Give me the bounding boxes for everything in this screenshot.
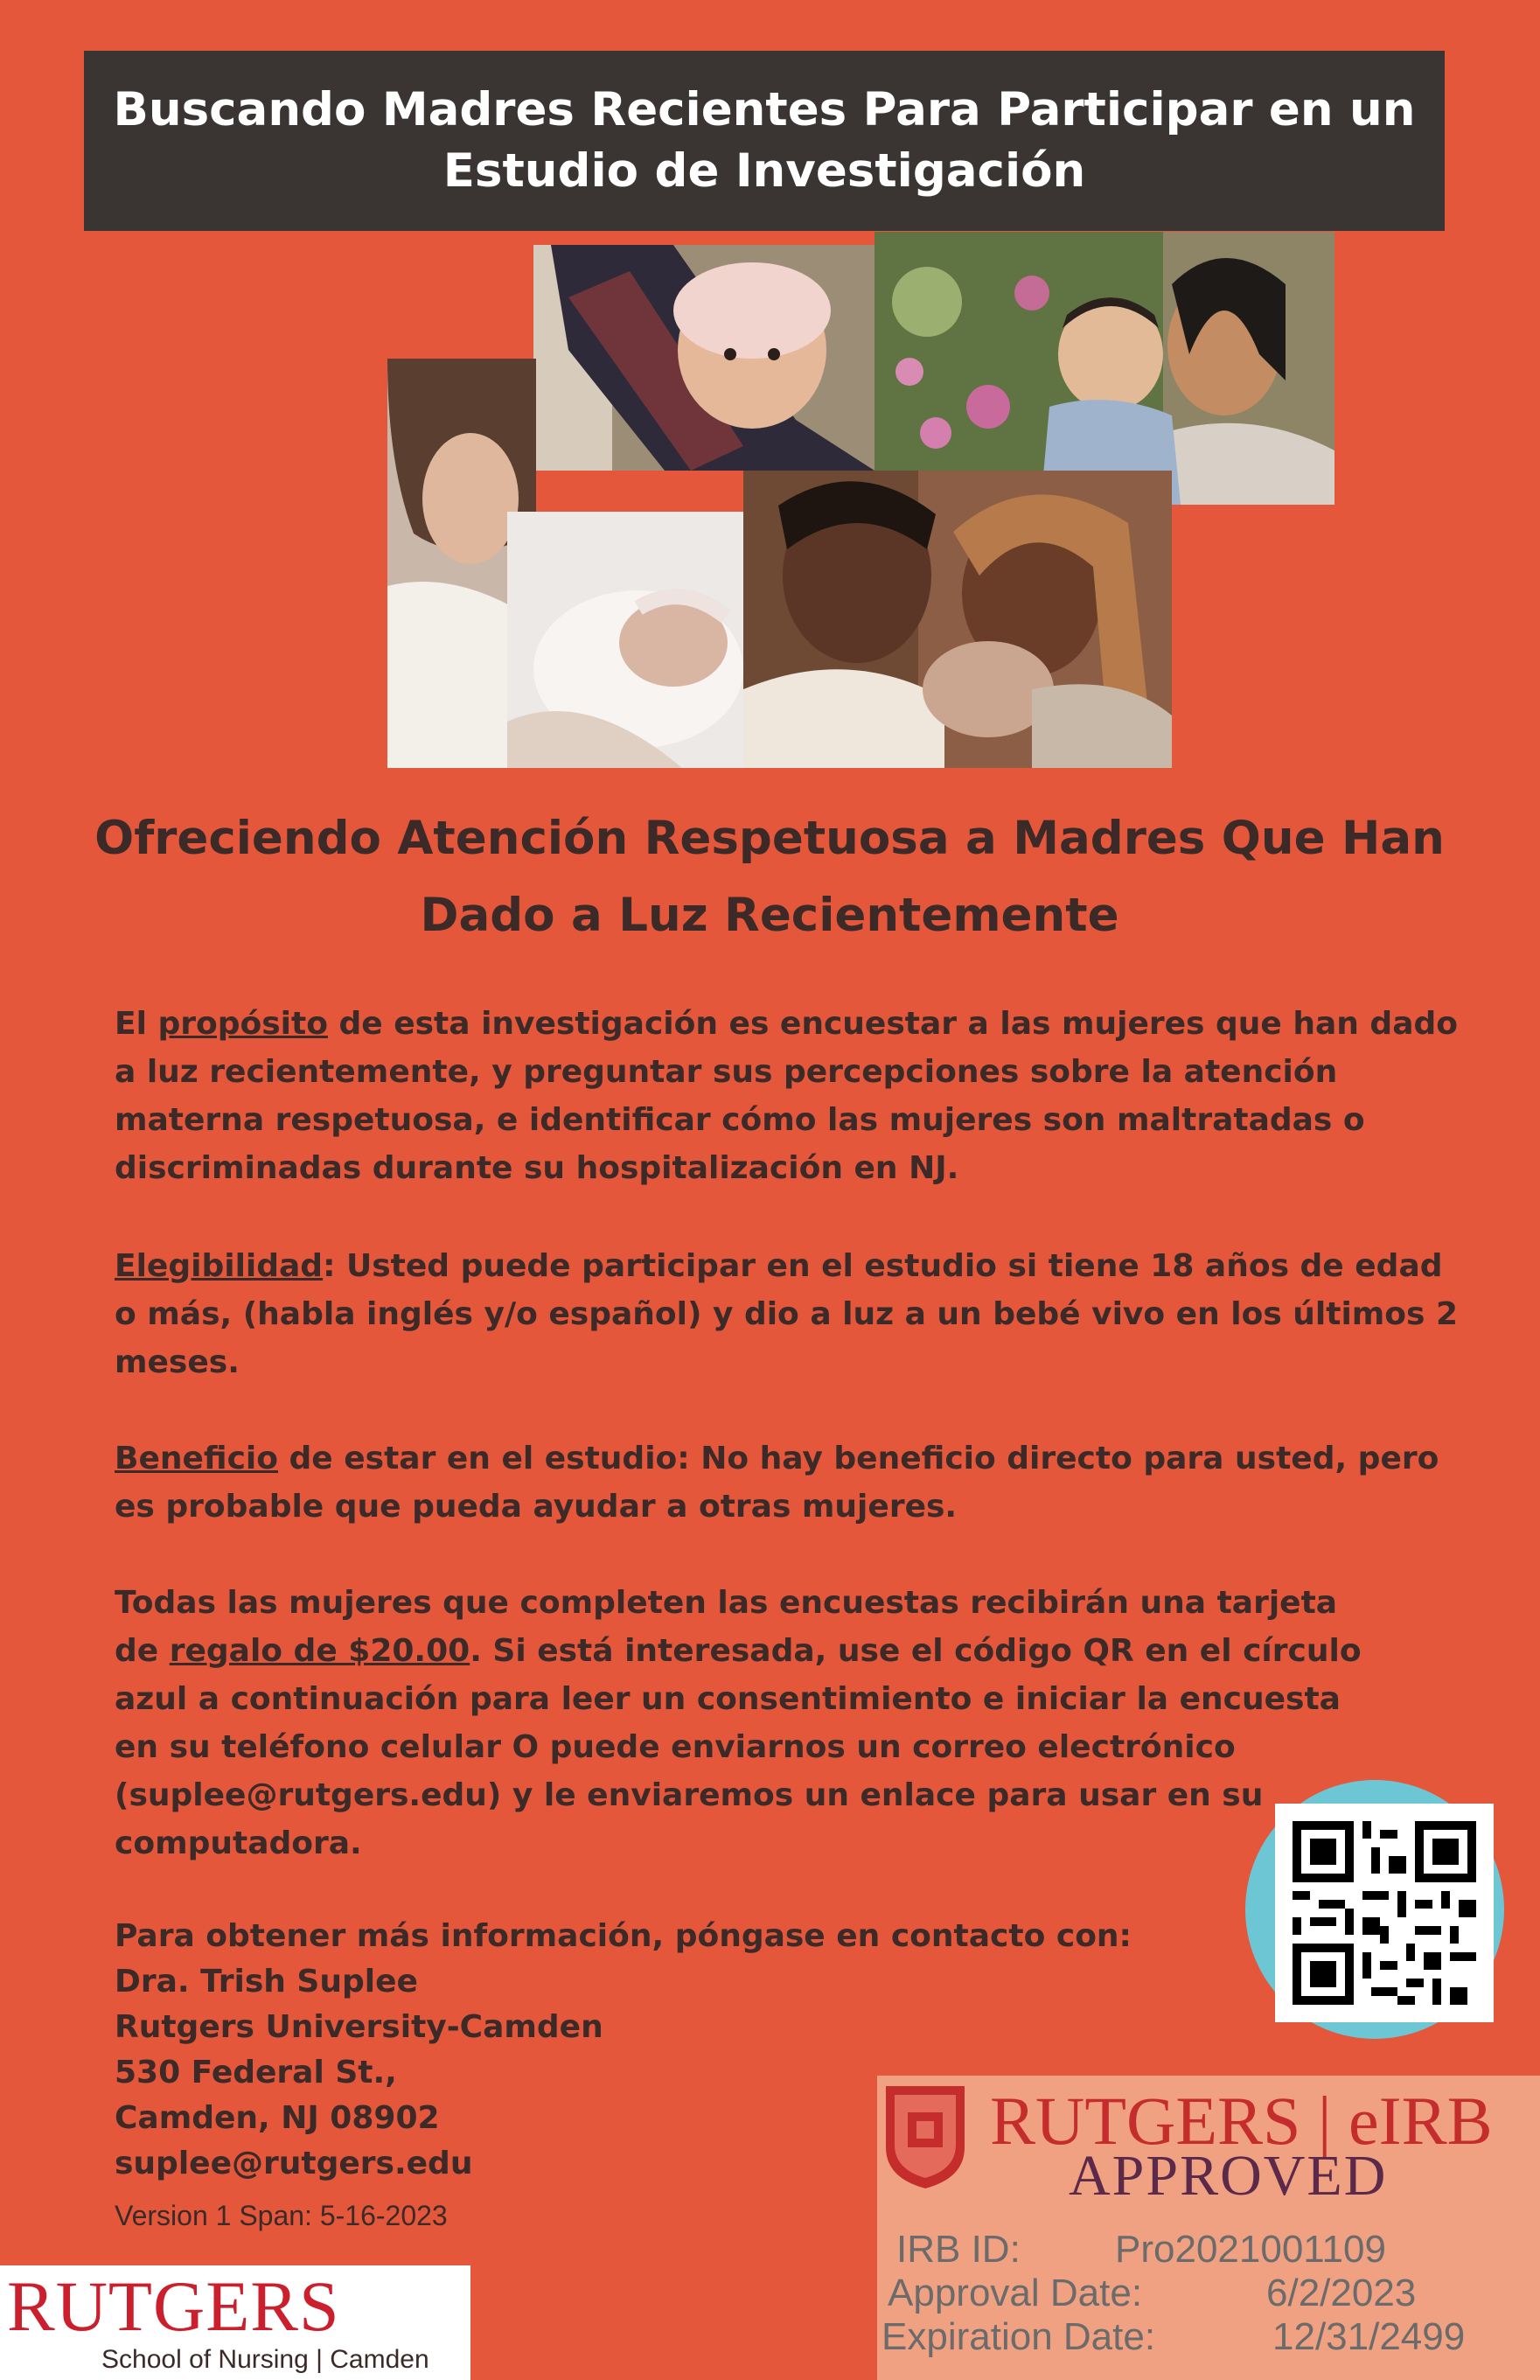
gift-prefix: Todas las mujeres que completen las encuestas recibirán una tarjeta de — [115, 1585, 1338, 1669]
eligibility-text: : Usted puede participar en el estudio si tiene 18 años de edad o más, (habla inglés y/o español) y dio a luz a un bebé vivo en los últimos 2 meses. — [115, 1248, 1459, 1380]
section-subtitle: Ofreciendo Atención Respetuosa a Madres Que Han Dado a Luz Recientemente — [94, 812, 1445, 942]
irb-status: APPROVED — [1069, 2144, 1388, 2208]
irb-expiration-label: Expiration Date: — [881, 2315, 1156, 2358]
rutgers-shield-icon — [881, 2082, 969, 2191]
photo-mother-baby-sling — [533, 245, 875, 471]
gift-text: . Si está interesada, use el código QR en el círculo azul a continuación para leer un consentimiento e iniciar la encuesta en su teléfono celular O puede enviarnos un correo electrónico (suplee@rutgers.edu) y le enviaremos un enlace para usar en su computadora. — [115, 1633, 1362, 1861]
purpose-text: de esta investigación es encuestar a las mujeres que han dado a luz recientemente, y preguntar sus percepciones sobre la atención materna respetuosa, e identificar cómo las mujeres son maltratadas o discriminadas durante su hospitalización en NJ. — [115, 1006, 1458, 1186]
benefit-paragraph — [115, 1434, 1461, 1531]
contact-city: Camden, NJ 08902 — [115, 2100, 440, 2136]
eligibility-paragraph — [115, 1242, 1461, 1386]
photo-sleeping-newborn — [507, 512, 748, 768]
version-label: Version 1 Span: 5-16-2023 — [115, 2200, 448, 2231]
page-title: Buscando Madres Recientes Para Participar en un Estudio de Investigación — [113, 83, 1416, 198]
eligibility-keyword: Elegibilidad — [115, 1248, 324, 1284]
contact-email[interactable]: suplee@rutgers.edu — [115, 2146, 473, 2181]
rutgers-subline: School of Nursing | Camden — [101, 2345, 429, 2374]
purpose-paragraph — [115, 1000, 1461, 1192]
qr-code[interactable] — [1275, 1804, 1494, 2022]
gift-keyword: regalo de $20.00 — [169, 1633, 470, 1669]
qr-code-icon — [1275, 1804, 1494, 2022]
irb-approval-value: 6/2/2023 — [1266, 2272, 1417, 2314]
contact-org: Rutgers University-Camden — [115, 2009, 603, 2045]
purpose-keyword: propósito — [157, 1006, 328, 1042]
benefit-text: de estar en el estudio: No hay beneficio directo para usted, pero es probable que pueda ayudar a otras mujeres. — [115, 1441, 1439, 1525]
irb-approval-label: Approval Date: — [888, 2272, 1143, 2314]
header-banner — [84, 51, 1445, 231]
photo-mother-baby-garden — [875, 232, 1334, 505]
contact-name: Dra. Trish Suplee — [115, 1964, 418, 2000]
contact-intro: Para obtener más información, póngase en contacto con: — [115, 1918, 1132, 1954]
gift-paragraph — [115, 1579, 1374, 1867]
irb-brand: RUTGERS | eIRB — [990, 2083, 1493, 2159]
contact-block — [115, 1914, 1132, 2187]
irb-id-value: Pro2021001109 — [1115, 2228, 1386, 2271]
irb-expiration-value: 12/31/2499 — [1272, 2315, 1466, 2358]
purpose-prefix: El — [115, 1006, 158, 1042]
photo-parents-newborn — [743, 471, 1172, 768]
rutgers-wordmark: RUTGERS — [7, 2266, 340, 2346]
contact-street: 530 Federal St., — [115, 2055, 397, 2090]
benefit-keyword: Beneficio — [115, 1441, 278, 1476]
irb-id-label: IRB ID: — [896, 2228, 1021, 2271]
